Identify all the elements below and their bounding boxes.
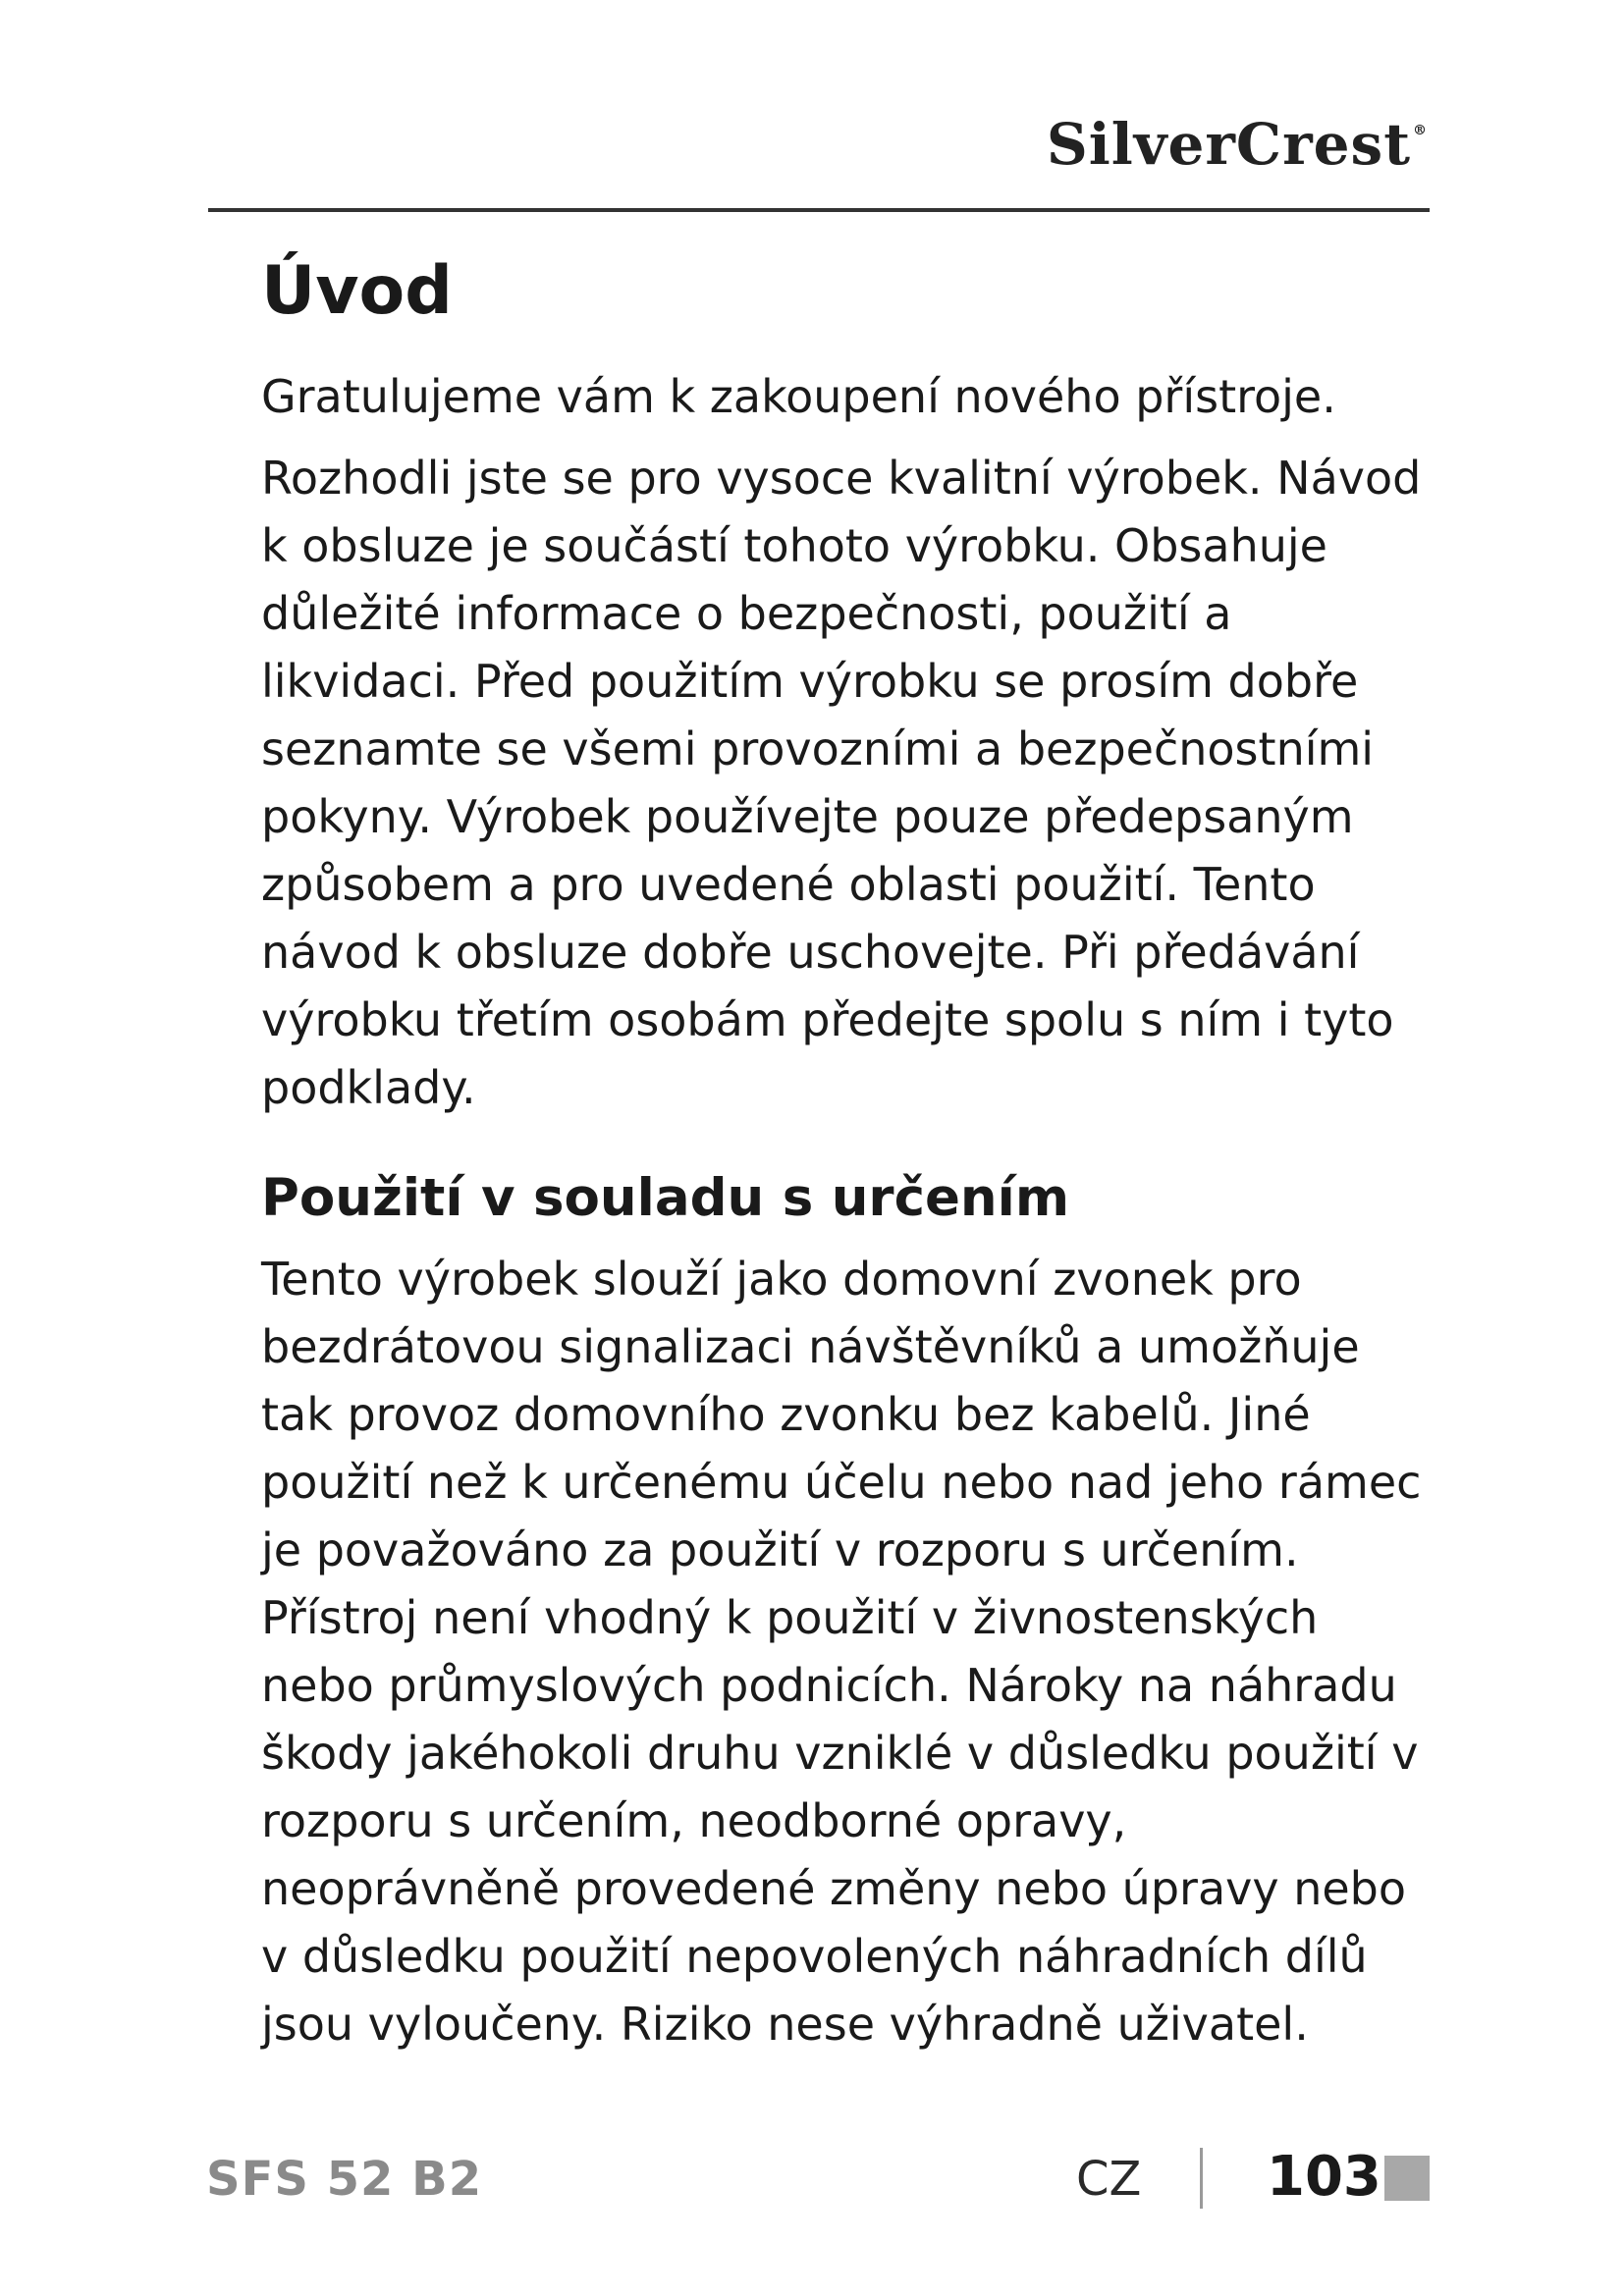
- intro-lead-paragraph: Gratulujeme vám k zakoupení nového přístroje.: [261, 370, 1336, 424]
- section-title-intended-use: Použití v souladu s určením: [261, 1168, 1070, 1229]
- page-number: 103: [1267, 2145, 1381, 2209]
- footer-model-number: SFS 52 B2: [206, 2152, 483, 2207]
- header-divider: [208, 208, 1430, 212]
- brand-name: SilverCrest: [1046, 111, 1411, 178]
- brand-logo: [1046, 111, 1428, 178]
- intended-use-paragraph: Tento výrobek slouží jako domovní zvonek pro bezdrátovou signalizaci návštěvníků a umožňuje tak provoz domovního zvonku bez kabelů. Jiné použití než k určenému účelu nebo nad jeho rámec je považováno za použití v rozporu s určením. Přístroj není vhodný k použití v živnostenských nebo průmyslových podnicích. Nároky na náhradu škody jakéhokoli druhu vzniklé v důsledku použití v rozporu s určením, neodborné opravy, neoprávněně provedené změny nebo úpravy nebo v důsledku použití nepovolených náhradních dílů jsou vyloučeny. Riziko nese výhradně uživatel.: [261, 1252, 1422, 2051]
- footer-language-code: CZ: [1076, 2152, 1142, 2207]
- registered-mark: ®: [1413, 123, 1428, 138]
- section-title-intro: Úvod: [261, 252, 453, 330]
- page-marker-square-icon: [1384, 2156, 1430, 2201]
- page-content: [261, 253, 1430, 2058]
- intro-body-paragraph: Rozhodli jste se pro vysoce kvalitní výrobek. Návod k obsluze je součástí tohoto výrobku. Obsahuje důležité informace o bezpečnosti, použití a likvidaci. Před použitím výrobku se prosím dobře seznamte se všemi provozními a bezpečnostními pokyny. Výrobek používejte pouze předepsaným způsobem a pro uvedené oblasti použití. Tento návod k obsluze dobře uschovejte. Při předávání výrobku třetím osobám předejte spolu s ním i tyto podklady.: [261, 452, 1422, 1115]
- footer-separator: [1200, 2148, 1203, 2209]
